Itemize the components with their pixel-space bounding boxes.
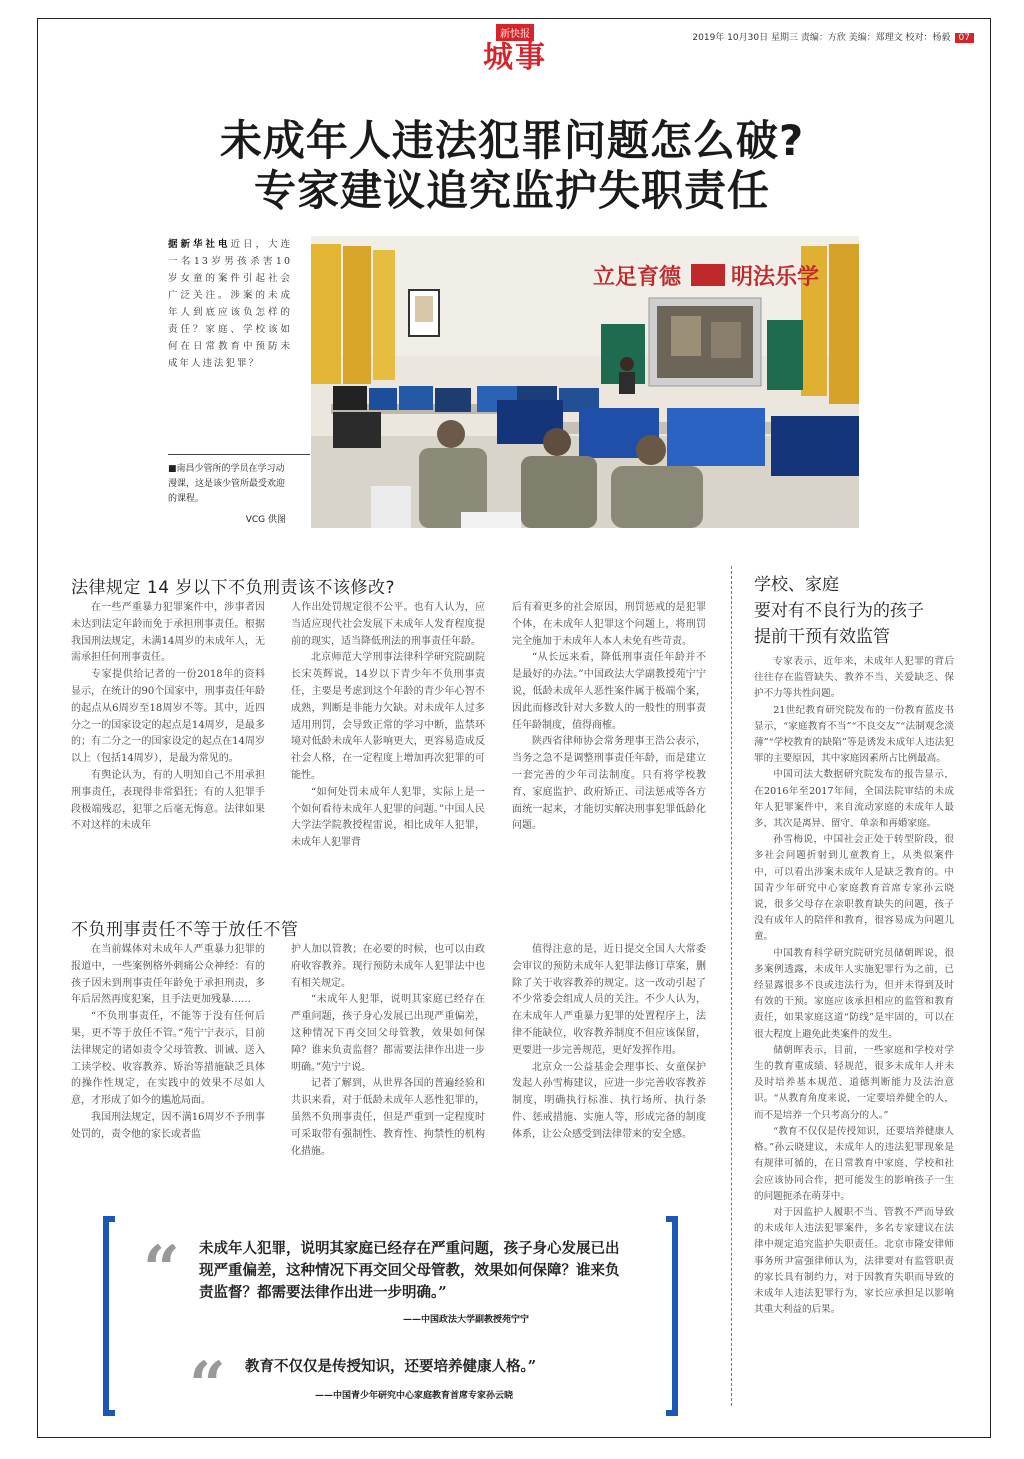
- headline-line-2: 专家建议追究监护失职责任: [253, 166, 770, 215]
- section2-heading: 不负刑事责任不等于放任不管: [71, 920, 299, 940]
- paragraph: 有舆论认为，有的人明知自己不用承担刑事责任，表现得非常猖狂；有的人犯罪手段极端残忍，犯罪之后毫无悔意。法律如果不对这样的未成年: [71, 769, 265, 832]
- photo-credit: VCG 供图: [245, 515, 286, 525]
- paragraph: 北京师范大学刑事法律科学研究院副院长宋英辉说，14岁以下青少年不负刑事责任，主要是考虑到这个年龄的青少年心智不成熟，判断是非能力欠缺。对未成年人过多适用刑罚，会导致正常的学习中断，监禁环境对低龄未成年人影响更大，更容易造成反社会人格，在一定程度上增加再次犯罪的可能性。: [291, 652, 485, 781]
- section1-column-3: [512, 600, 706, 835]
- paragraph: 在当前媒体对未成年人严重暴力犯罪的报道中，一些案例格外刺痛公众神经：有的孩子因未到刑事责任年龄免于承担刑责，多年后居然再度犯案，且手法更加残暴……: [71, 944, 265, 1006]
- section2-column-2: [291, 942, 485, 1160]
- section-name: 城事: [483, 40, 547, 75]
- sidebar-body: [754, 654, 954, 1318]
- paragraph: “未成年人犯罪，说明其家庭已经存在严重问题，孩子身心发展已出现严重偏差，这种情况下再交回父母管教，效果如何保障？谁来负责监督？都需要法律作出进一步明确。”苑宁宁说。: [291, 994, 485, 1073]
- paragraph: 孙雪梅说，中国社会正处于转型阶段，很多社会问题折射到儿童教育上，从类似案件中，可以看出涉案未成年人是缺乏教育的。中国青少年研究中心家庭教育首席专家孙云晓说，很多父母存在亲职教育缺失的问题，孩子没有成年人的陪伴和教育，很容易成为问题儿童。: [754, 834, 954, 943]
- classroom-photo: [311, 236, 859, 528]
- pullquote-2-close: ”: [527, 1358, 537, 1375]
- paragraph: “如何处罚未成年人犯罪，实际上是一个如何看待未成年人犯罪的问题。”中国人民大学法学院教授程雷说，相比成年人犯罪，未成年人犯罪背: [291, 786, 485, 849]
- section1-column-2: [291, 600, 485, 852]
- pullquote-1: [199, 1238, 629, 1304]
- paragraph: 21世纪教育研究院发布的一份教育蓝皮书显示，“家庭教育不当”“不良交友”“法制观念淡薄”“学校教育的缺陷”等是诱发未成年人违法犯罪的主要原因，其中家庭因素所占比例最高。: [754, 704, 954, 765]
- section2-column-1: [71, 942, 265, 1144]
- sidebar-heading-line-3: 提前干预有效监管: [754, 627, 890, 647]
- paragraph: 记者了解到，从世界各国的普遍经验和共识来看，对于低龄未成年人恶性犯罪的，虽然不负刑事责任，但是严重到一定程度时可采取带有强制性、教育性、拘禁性的机构化措施。: [291, 1078, 485, 1157]
- photo-caption: ■南昌少管所的学员在学习动漫课，这是该少管所最受欢迎的课程。: [168, 464, 286, 504]
- banner-left-text: 立足育德: [593, 264, 682, 290]
- paragraph: 北京众一公益基金会理事长、女童保护发起人孙雪梅建议，应进一步完善收容教养制度，明确执行标准、执行场所、执行条件、惩戒措施、实施人等，形成完备的制度体系，让公众感受到法律带来的安全感。: [512, 1061, 706, 1140]
- pullquote-box: [103, 1216, 678, 1423]
- paragraph: “不负刑事责任，不能等于没有任何后果，更不等于放任不管。”苑宁宁表示，目前法律规定的诸如责令父母管教、训诫、送入工读学校、收容教养、矫治等措施缺乏具体的操作性规定，在实践中的效果不尽如人意，才形成了如今的尴尬局面。: [71, 1011, 265, 1107]
- pullquote-1-text: 未成年人犯罪，说明其家庭已经存在严重问题，孩子身心发展已出现严重偏差，这种情况下再交回父母管教，效果如何保障？谁来负责监督？都需要法律作出进一步明确。: [199, 1240, 620, 1301]
- pullquote-2-text: 教育不仅仅是传授知识，还要培养健康人格。: [245, 1358, 528, 1375]
- pullquote-2: [245, 1356, 615, 1378]
- page-meta: [692, 30, 974, 43]
- left-bracket: [103, 1216, 115, 1416]
- meta-line: 2019年 10月30日 星期三 责编：方欣 美编：郑理文 校对：杨毅: [692, 33, 951, 43]
- paragraph: 中国司法大数据研究院发布的报告显示，在2016年至2017年间，全国法院审结的未成年人犯罪案件中，来自流动家庭的未成年人最多，其次是离异、留守、单亲和再婚家庭。: [754, 769, 954, 830]
- paragraph: 我国刑法规定，因不满16周岁不予刑事处罚的，责令他的家长或者监: [71, 1111, 265, 1140]
- pullquote-2-source: ——中国青少年研究中心家庭教育首席专家孙云晓: [315, 1391, 514, 1401]
- paragraph: “从长远来看，降低刑事责任年龄并不是最好的办法。”中国政法大学副教授苑宁宁说，低龄未成年人恶性案件属于极端个案，因此而修改针对大多数人的一般性的刑事责任年龄制度，值得商榷。: [512, 652, 706, 731]
- paragraph: 中国教育科学研究院研究员储朝晖说，很多案例透露，未成年人实施犯罪行为之前，已经显露很多不良或违法行为，但并未得到及时有效的干预。家庭应该承担相应的监管和教育责任，如果家庭这道“防线”是牢固的，可以在很大程度上避免此类案件的发生。: [754, 947, 954, 1040]
- pullquote-1-source: ——中国政法大学副教授苑宁宁: [403, 1315, 530, 1325]
- paragraph: 人作出处罚规定很不公平。也有人认为，应当适应现代社会发展下未成年人发育程度提前的现实，适当降低刑法的刑事责任年龄。: [291, 602, 485, 647]
- section1-column-1: [71, 600, 265, 835]
- paragraph: 在一些严重暴力犯罪案件中，涉事者因未达到法定年龄而免于承担刑事责任。根据我国刑法规定，未满14周岁的未成年人，无需承担任何刑事责任。: [71, 602, 265, 664]
- paragraph: 专家表示，近年来，未成年人犯罪的背后往往存在监管缺失、教养不当、关爱缺乏、保护不力等共性问题。: [754, 656, 954, 700]
- caption-rule: [168, 454, 310, 455]
- pullquote-1-close: ”: [438, 1284, 447, 1301]
- open-quote-mark: “: [189, 1348, 226, 1423]
- sidebar-heading-line-2: 要对有不良行为的孩子: [754, 601, 924, 621]
- section2-column-3: [512, 942, 706, 1144]
- paper-tag: 新快报: [496, 24, 534, 41]
- headline-line-1: 未成年人违法犯罪问题怎么破?: [219, 116, 805, 165]
- lead-paragraph: [168, 236, 292, 372]
- banner-right-text: 明法乐学: [731, 264, 820, 290]
- paragraph: “教育不仅仅是传授知识，还要培养健康人格。”孙云晓建议，未成年人的违法犯罪现象是有规律可循的，在日常教育中家庭、学校和社会应该协同合作，把可能发生的影响孩子一生的问题扼杀在萌芽中。: [754, 1125, 954, 1202]
- lead-text: 近日，大连一名13岁男孩杀害10岁女童的案件引起社会广泛关注。涉案的未成年人到底应该负怎样的责任？家庭、学校该如何在日常教育中预防未成年人违法犯罪？: [168, 239, 292, 369]
- page-number: 07: [955, 33, 974, 43]
- sidebar-heading: [754, 572, 964, 650]
- dateline: 据新华社电: [168, 239, 231, 250]
- paragraph: 护人加以管教；在必要的时候，也可以由政府收容教养。现行预防未成年人犯罪法中也有相关规定。: [291, 944, 485, 989]
- sidebar-heading-line-1: 学校、家庭: [754, 575, 839, 595]
- paragraph: 后有着更多的社会原因，刑罚惩戒的是犯罪个体，在未成年人犯罪这个问题上，将刑罚完全施加于未成年人本人未免有些苛责。: [512, 602, 706, 647]
- paragraph: 值得注意的是，近日提交全国人大常委会审议的预防未成年人犯罪法修订草案，删除了关于收容教养的规定。这一改动引起了不少常委会组成人员的关注。不少人认为，在未成年人严重暴力犯罪的处置程序上，法律不能缺位，收容教养制度不但应该保留，更要进一步完善规范，更好发挥作用。: [512, 944, 706, 1056]
- column-divider: [731, 566, 732, 1406]
- paragraph: 陕西省律师协会常务理事王浩公表示，当务之急不是调整刑事责任年龄，而是建立一套完善的少年司法制度。只有将学校教育、家庭监护、政府矫正、司法惩戒等各方面统一起来，才能切实解决刑事犯罪低龄化问题。: [512, 736, 706, 832]
- paragraph: 专家提供给记者的一份2018年的资料显示，在统计的90个国家中，刑事责任年龄的起点从6周岁至18周岁不等。其中，近四分之一的国家设定的起点是14周岁，是最多的；有二分之一的国家设定的起点在14周岁以上（包括14周岁），是最为常见的。: [71, 669, 265, 765]
- paragraph: 储朝晖表示，目前，一些家庭和学校对学生的教育重成绩、轻规范，很多未成年人并未及时培养基本规范、道德判断能力及法治意识。“从教育角度来说，一定要培养健全的人，而不是培养一个只考高分的人。”: [754, 1044, 954, 1121]
- right-bracket: [666, 1216, 678, 1416]
- section-logo: [470, 22, 560, 75]
- open-quote-mark: “: [143, 1232, 180, 1307]
- section1-heading: 法律规定 14 岁以下不负刑责该不该修改?: [71, 578, 395, 598]
- paragraph: 对于因监护人履职不当、管教不严而导致的未成年人违法犯罪案件，多名专家建议在法律中规定追究监护失职责任。北京市隆安律师事务所尹富强律师认为，法律要对有监管职责的家长具有制约力，对于因教育失职而导致的未成年人违法犯罪行为，家长应承担足以影响其重大利益的后果。: [754, 1206, 954, 1316]
